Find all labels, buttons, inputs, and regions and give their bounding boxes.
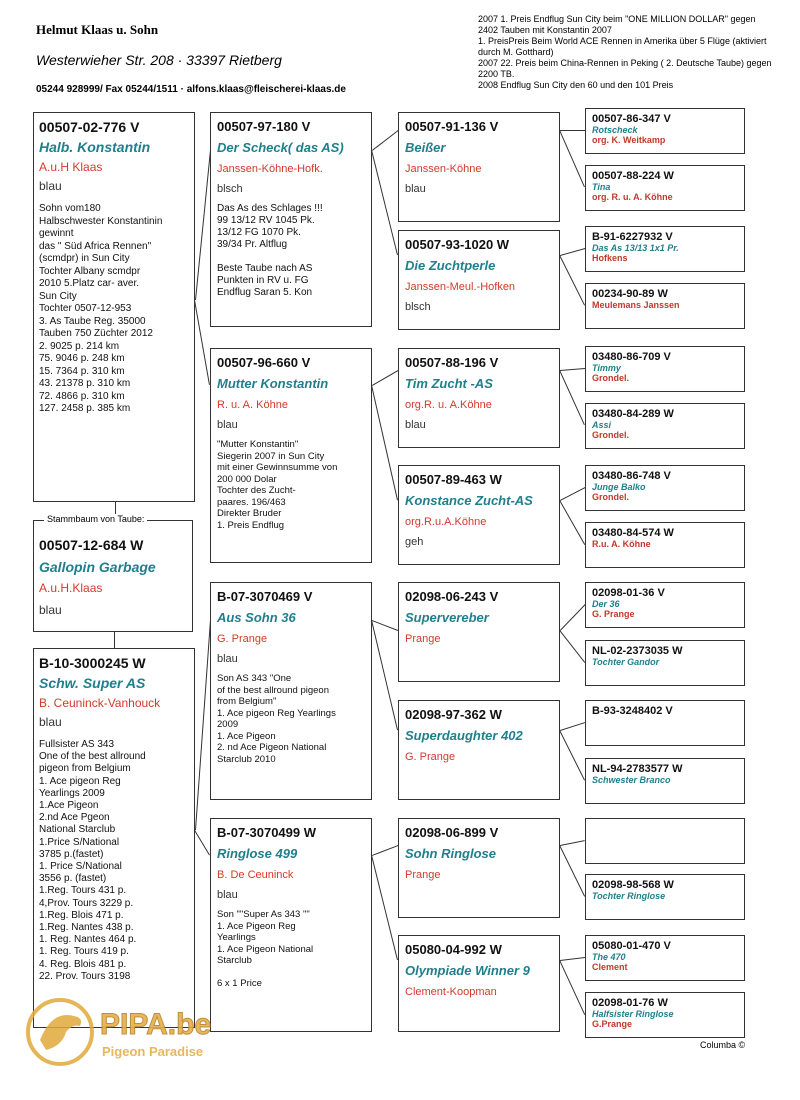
connector-line <box>560 604 586 631</box>
connector-line <box>559 130 585 187</box>
grandparent-name: Aus Sohn 36 <box>217 610 296 625</box>
ancestor-name: The 470 <box>592 952 626 962</box>
ancestor-card <box>585 522 745 568</box>
connector-line <box>559 255 585 305</box>
gg-name: Die Zuchtperle <box>405 258 496 273</box>
gg-color: blau <box>405 183 426 195</box>
gg-color: blsch <box>405 301 431 313</box>
ancestor-ring: NL-94-2783577 W <box>592 763 683 775</box>
gg-color: blau <box>405 419 426 431</box>
grandparent-card <box>210 348 372 563</box>
gg-color: geh <box>405 536 424 548</box>
mother-notes: Fullsister AS 343 One of the best allround pigeon from Belgium 1. Ace pigeon Reg Yearlings 2009 1.Ace Pigeon 2.nd Ace Pgeon National Starclub 1.Price S/National 3785 p.(fastet) 1. Price S/National 3556 p. (fastet) 1.Reg. Tours 431 p. 4,Prov. Tours 3229 p. 1.Reg. Blois 471 p. 1.Reg. Nantes 438 p. 1. Reg. Nantes 464 p. 1. Reg. Tours 419 p. 4. Reg. Blois 481 p. 22. Prov. Tours 3198 <box>39 739 146 982</box>
connector-line <box>560 722 585 731</box>
connector-line <box>372 130 399 151</box>
ancestor-ring: 00234-90-89 W <box>592 288 668 300</box>
connector-line <box>559 845 585 896</box>
grandparent-name: Der Scheck( das AS) <box>217 140 344 155</box>
gg-ring: 00507-93-1020 W <box>405 237 510 252</box>
grandparent-ring: B-07-3070469 V <box>217 589 313 604</box>
grandparent-card <box>210 818 372 1032</box>
gg-breeder: G. Prange <box>405 751 456 763</box>
great-grandparent-card <box>398 465 560 565</box>
ancestor-breeder: Meulemans Janssen <box>592 300 680 310</box>
ancestor-card <box>585 758 745 804</box>
ancestor-breeder: Hofkens <box>592 253 628 263</box>
connector-line <box>560 840 585 846</box>
gg-ring: 00507-88-196 V <box>405 355 499 370</box>
ancestor-name: Das As 13/13 1x1 Pr. <box>592 243 679 253</box>
grandparent-name: Ringlose 499 <box>217 846 298 861</box>
great-grandparent-card <box>398 230 560 330</box>
gg-ring: 05080-04-992 W <box>405 942 502 957</box>
grandparent-ring: B-07-3070499 W <box>217 825 316 840</box>
gg-breeder: Prange <box>405 869 441 881</box>
ancestor-name: Der 36 <box>592 599 620 609</box>
ancestor-ring: 02098-01-36 V <box>592 587 665 599</box>
great-grandparent-card <box>398 582 560 682</box>
grandparent-breeder: R. u. A. Köhne <box>217 399 288 411</box>
ancestor-name: Assi <box>592 420 612 430</box>
gg-ring: 02098-06-243 V <box>405 589 499 604</box>
connector-line <box>560 368 585 371</box>
grandparent-color: blau <box>217 419 238 431</box>
ancestor-name: Tochter Ringlose <box>592 891 666 901</box>
ancestor-ring: 03480-86-748 V <box>592 470 671 482</box>
ancestor-card <box>585 818 745 864</box>
grandparent-breeder: G. Prange <box>217 633 268 645</box>
ancestor-ring: 03480-84-289 W <box>592 408 674 420</box>
ancestor-card <box>585 582 745 628</box>
ancestor-name: Rotscheck <box>592 125 638 135</box>
gg-name: Beißer <box>405 140 446 155</box>
father-ring: 00507-02-776 V <box>39 119 140 135</box>
great-grandparent-card <box>398 935 560 1032</box>
ancestor-breeder: Grondel. <box>592 373 630 383</box>
ancestor-card <box>585 992 745 1038</box>
watermark-tagline: Pigeon Paradise <box>102 1044 204 1059</box>
connector-line <box>559 500 585 544</box>
ancestor-ring: 02098-98-568 W <box>592 879 674 891</box>
gg-name: Konstance Zucht-AS <box>405 493 533 508</box>
ancestor-card <box>585 465 745 511</box>
connector-line <box>560 487 585 501</box>
great-grandparent-card <box>398 818 560 918</box>
results-summary: 2007 1. Preis Endflug Sun City beim "ONE MILLION DOLLAR" gegen 2402 Tauben mit Konstantin 2007 1. PreisPreis Beim World ACE Rennen in Amerika über 5 Flüge (aktiviert durch M. Gotthard) 2007 22. Preis beim China-Rennen in Peking ( 2. Deutsche Taube) gegen 2200 TB. 2008 Endflug Sun City den 60 und den 101 Preis <box>478 14 772 90</box>
footer-credit: Columba © <box>700 1040 746 1050</box>
gg-ring: 00507-89-463 W <box>405 472 502 487</box>
connector-line <box>559 630 585 663</box>
connector-line <box>372 370 398 386</box>
ancestor-card <box>585 935 745 981</box>
father-notes: Sohn vom180 Halbschwester Konstantinin gewinnt das " Süd Africa Rennen" (scmdpr) in Sun City Tochter Albany scmdpr 2010 5.Platz car- aver. Sun City Tochter 0507-12-953 3. As Taube Reg. 35000 Tauben 750 Züchter 2012 2. 9025 p. 214 km 75. 9046 p. 248 km 15. 7364 p. 310 km 43. 21378 p. 310 km 72. 4866 p. 310 km 127. 2458 p. 385 km <box>39 203 163 414</box>
ancestor-name: Timmy <box>592 363 621 373</box>
father-breeder: A.u.H Klaas <box>39 160 103 174</box>
father-name: Halb. Konstantin <box>39 139 151 155</box>
gg-ring: 02098-97-362 W <box>405 707 502 722</box>
mother-color: blau <box>39 715 62 729</box>
connector-line <box>371 620 398 730</box>
ancestor-breeder: G. Prange <box>592 609 635 619</box>
ancestor-card <box>585 226 745 272</box>
gg-breeder: Prange <box>405 633 441 645</box>
grandparent-breeder: Janssen-Köhne-Hofk. <box>217 163 323 175</box>
great-grandparent-card <box>398 112 560 222</box>
grandparent-color: blsch <box>217 183 243 195</box>
great-grandparent-card <box>398 700 560 800</box>
gg-name: Olympiade Winner 9 <box>405 963 530 978</box>
grandparent-notes: Son ""Super As 343 "" 1. Ace Pigeon Reg Yearlings 1. Ace Pigeon National Starclub 6 x 1 Price <box>217 909 314 989</box>
connector-line <box>559 960 585 1014</box>
connector-line <box>559 370 585 425</box>
connector-line <box>372 620 398 631</box>
ancestor-card <box>585 346 745 392</box>
ancestor-card <box>585 874 745 920</box>
mother-ring: B-10-3000245 W <box>39 655 146 671</box>
grandparent-card <box>210 112 372 327</box>
mother-name: Schw. Super AS <box>39 675 146 691</box>
connector-line <box>371 150 398 255</box>
subject-ring: 00507-12-684 W <box>39 537 144 553</box>
grandparent-ring: 00507-97-180 V <box>217 119 311 134</box>
connector-line <box>560 957 585 961</box>
subject-color: blau <box>39 603 62 617</box>
ancestor-breeder: Clement <box>592 962 628 972</box>
father-card <box>33 112 195 502</box>
connector-line <box>194 830 210 856</box>
ancestor-card <box>585 640 745 686</box>
gg-name: Supervereber <box>405 610 489 625</box>
connector-line <box>371 385 398 500</box>
connector-line <box>195 620 211 830</box>
pedigree-label: Stammbaum von Taube: <box>44 514 147 524</box>
ancestor-name: Schwester Branco <box>592 775 671 785</box>
gg-name: Sohn Ringlose <box>405 846 496 861</box>
ancestor-card <box>585 165 745 211</box>
ancestor-ring: 00507-88-224 W <box>592 170 674 182</box>
ancestor-breeder: Grondel. <box>592 492 630 502</box>
gg-ring: 00507-91-136 V <box>405 119 499 134</box>
breeder-name: Helmut Klaas u. Sohn <box>36 22 159 37</box>
ancestor-ring: 05080-01-470 V <box>592 940 671 952</box>
ancestor-card <box>585 283 745 329</box>
grandparent-name: Mutter Konstantin <box>217 376 329 391</box>
great-grandparent-card <box>398 348 560 448</box>
ancestor-ring: B-91-6227932 V <box>592 231 673 243</box>
grandparent-color: blau <box>217 653 238 665</box>
gg-breeder: Clement-Koopman <box>405 986 497 998</box>
ancestor-breeder: R.u. A. Köhne <box>592 539 651 549</box>
ancestor-breeder: Grondel. <box>592 430 630 440</box>
ancestor-name: Tina <box>592 182 611 192</box>
ancestor-breeder: org. K. Weitkamp <box>592 135 666 145</box>
ancestor-card <box>585 108 745 154</box>
ancestor-ring: B-93-3248402 V <box>592 705 673 717</box>
mother-card <box>33 648 195 1028</box>
grandparent-notes: Das As des Schlages !!! 99 13/12 RV 1045 Pk. 13/12 FG 1070 Pk. 39/34 Pr. Altflug Beste Taube nach AS Punkten in RV u. FG Endflug Saran 5. Kon <box>217 203 323 298</box>
ancestor-name: Halfsister Ringlose <box>592 1009 674 1019</box>
ancestor-ring: NL-02-2373035 W <box>592 645 683 657</box>
gg-breeder: org.R. u. A.Köhne <box>405 399 492 411</box>
connector-line <box>372 845 398 856</box>
gg-breeder: Janssen-Köhne <box>405 163 482 175</box>
ancestor-name: Tochter Gandor <box>592 657 660 667</box>
connector-line <box>559 730 585 780</box>
grandparent-color: blau <box>217 889 238 901</box>
ancestor-card <box>585 403 745 449</box>
ancestor-breeder: org. R. u. A. Köhne <box>592 192 673 202</box>
connector-line <box>114 632 115 648</box>
subject-breeder: A.u.H.Klaas <box>39 581 103 595</box>
ancestor-ring: 00507-86-347 V <box>592 113 671 125</box>
connector-line <box>371 855 398 960</box>
gg-ring: 02098-06-899 V <box>405 825 499 840</box>
gg-name: Superdaughter 402 <box>405 728 523 743</box>
pigeon-logo-icon <box>22 990 232 1070</box>
watermark-brand: PIPA.be <box>100 1008 212 1041</box>
breeder-contact: 05244 928999/ Fax 05244/1511 · alfons.klaas@fleischerei-klaas.de <box>36 84 346 95</box>
ancestor-ring: 02098-01-76 W <box>592 997 668 1009</box>
subject-card <box>33 520 193 632</box>
grandparent-notes: "Mutter Konstantin" Siegerin 2007 in Sun City mit einer Gewinnsumme von 200 000 Dolar Tochter des Zucht- paares. 196/463 Direkter Bruder 1. Preis Endflug <box>217 439 338 531</box>
grandparent-breeder: B. De Ceuninck <box>217 869 294 881</box>
grandparent-card <box>210 582 372 800</box>
grandparent-notes: Son AS 343 "One of the best allround pigeon from Belgium" 1. Ace pigeon Reg Yearlings 2009 1. Ace Pigeon 2. nd Ace Pigeon National Starclub 2010 <box>217 673 336 765</box>
gg-name: Tim Zucht -AS <box>405 376 493 391</box>
ancestor-card <box>585 700 745 746</box>
breeder-address: Westerwieher Str. 208 · 33397 Rietberg <box>36 52 282 68</box>
ancestor-name: Junge Balko <box>592 482 646 492</box>
connector-line <box>560 130 585 131</box>
father-color: blau <box>39 179 62 193</box>
ancestor-ring: 03480-84-574 W <box>592 527 674 539</box>
gg-breeder: org.R.u.A.Köhne <box>405 516 487 528</box>
grandparent-ring: 00507-96-660 V <box>217 355 311 370</box>
gg-breeder: Janssen-Meul.-Hofken <box>405 281 516 293</box>
connector-line <box>560 248 585 256</box>
ancestor-ring: 03480-86-709 V <box>592 351 671 363</box>
ancestor-breeder: G.Prange <box>592 1019 633 1029</box>
pipa-watermark <box>22 990 232 1070</box>
subject-name: Gallopin Garbage <box>39 559 156 575</box>
connector-line <box>195 150 211 300</box>
connector-line <box>194 300 210 385</box>
mother-breeder: B. Ceuninck-Vanhouck <box>39 696 161 710</box>
